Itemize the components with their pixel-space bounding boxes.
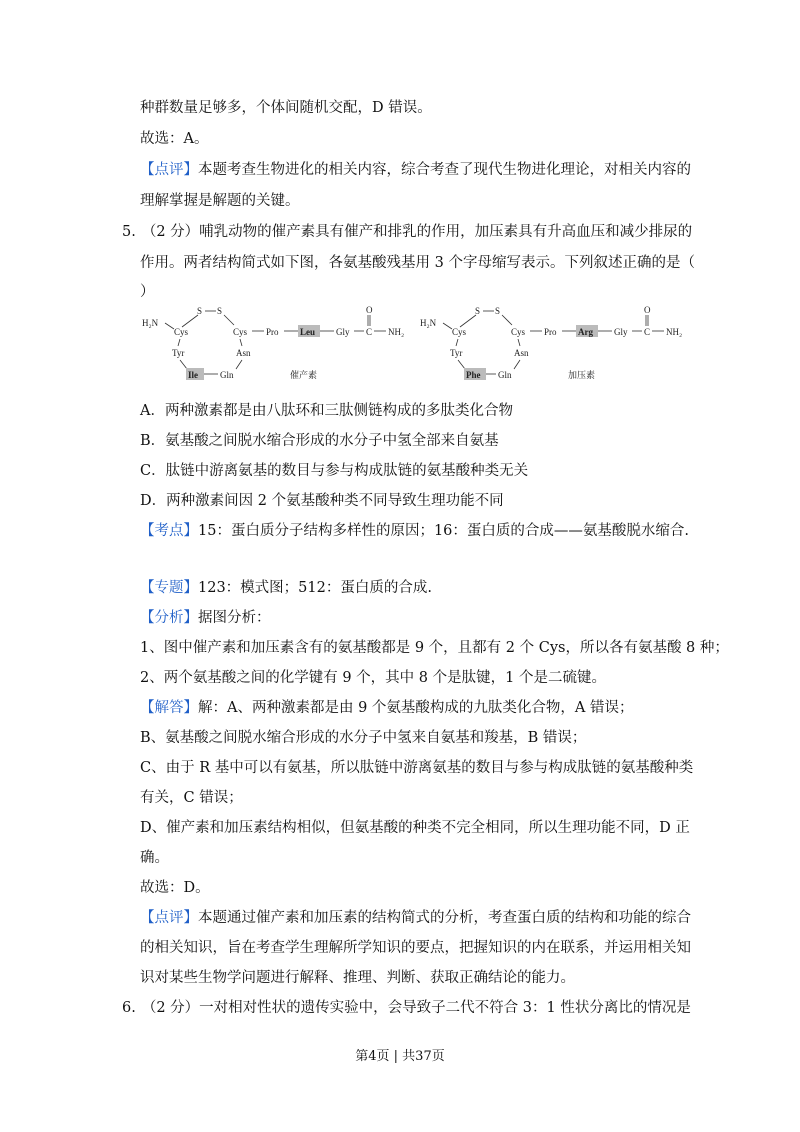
residue-label: Asn <box>236 348 251 358</box>
residue-label: Gly <box>336 327 350 337</box>
option-b: B．氨基酸之间脱水缩合形成的水分子中氢全部来自氨基 <box>140 433 499 449</box>
review-line <box>140 908 691 928</box>
residue-label: Asn <box>514 348 529 358</box>
question-5-line <box>122 222 692 242</box>
sulfur-label: S <box>197 306 203 316</box>
residue-label: Pro <box>266 327 279 337</box>
answer-line: D、催产素和加压素结构相似，但氨基酸的种类不完全相同，所以生理功能不同，D 正 <box>140 820 690 836</box>
amide-label: NH₂ <box>666 327 683 337</box>
topic-text: 123：模式图；512：蛋白质的合成. <box>198 580 432 596</box>
question-text: （2 分）一对相对性状的遗传实验中，会导致子二代不符合 3：1 性状分离比的情况是 <box>141 1000 691 1016</box>
analysis-tag: 【分析】 <box>140 610 198 626</box>
text-line: 理解掌握是解题的关键。 <box>140 193 300 209</box>
sulfur-label: S <box>217 306 223 316</box>
answer-line: 确。 <box>140 850 169 866</box>
text-line: 种群数量足够多，个体间随机交配，D 错误。 <box>140 100 432 116</box>
comment-tag: 【点评】 <box>140 162 198 178</box>
carbon-label: C <box>366 327 373 337</box>
text-line: 故选：A。 <box>140 131 209 147</box>
knowledge-point-tag: 【考点】 <box>140 523 198 539</box>
answer-line <box>140 698 634 718</box>
question-number: 6. <box>122 1000 136 1016</box>
oxytocin-structure <box>142 305 404 381</box>
option-c: C．肽链中游离氨基的数目与参与构成肽链的氨基酸种类无关 <box>140 463 529 479</box>
question-number: 5. <box>122 224 136 240</box>
amide-label: NH₂ <box>388 327 405 337</box>
topic-tag: 【专题】 <box>140 580 198 596</box>
review-line: 的相关知识，旨在考查学生理解所学知识的要点，把握知识的内在联系，并运用相关知 <box>140 940 691 956</box>
answer-line: 有关，C 错误； <box>140 790 243 806</box>
answer-text: 解：A、两种激素都是由 9 个氨基酸构成的九肽类化合物，A 错误； <box>198 700 634 716</box>
oxygen-label: O <box>366 305 373 315</box>
answer-line: B、氨基酸之间脱水缩合形成的水分子中氢来自氨基和羧基，B 错误； <box>140 730 587 746</box>
analysis-line <box>140 608 271 628</box>
text-line: ） <box>140 284 155 300</box>
carbon-label: C <box>644 327 651 337</box>
knowledge-point-text: 15：蛋白质分子结构多样性的原因；16：蛋白质的合成——氨基酸脱水缩合. <box>198 523 690 539</box>
sulfur-label: S <box>475 306 481 316</box>
comment-text: 本题考查生物进化的相关内容，综合考查了现代生物进化理论，对相关内容的 <box>198 162 691 178</box>
topic-line <box>140 578 432 598</box>
variable-residue: Arg <box>578 327 593 337</box>
hormone-name: 加压素 <box>568 371 596 381</box>
page-footer: 第4页 | 共37页 <box>355 1049 445 1064</box>
option-d: D．两种激素间因 2 个氨基酸种类不同导致生理功能不同 <box>140 493 504 509</box>
hormone-name: 催产素 <box>290 371 318 381</box>
analysis-text: 据图分析： <box>198 610 271 626</box>
residue-label: Cys <box>174 327 189 337</box>
analysis-point: 2、两个氨基酸之间的化学键有 9 个，其中 8 个是肽键，1 个是二硫键。 <box>140 670 606 686</box>
vasopressin-structure <box>420 305 682 381</box>
question-text: （2 分）哺乳动物的催产素具有催产和排乳的作用，加压素具有升高血压和减少排尿的 <box>141 224 693 240</box>
variable-residue: Phe <box>466 370 481 380</box>
review-line: 识对某些生物学问题进行解释、推理、判断、获取正确结论的能力。 <box>140 970 575 986</box>
review-tag: 【点评】 <box>140 910 198 926</box>
residue-label: Cys <box>233 327 248 337</box>
answer-tag: 【解答】 <box>140 700 198 716</box>
analysis-point: 1、图中催产素和加压素含有的氨基酸都是 9 个，且都有 2 个 Cys，所以各有氨基酸 8 种； <box>140 640 729 656</box>
residue-label: Cys <box>452 327 467 337</box>
choice-line: 故选：D。 <box>140 880 210 896</box>
question-6-line <box>122 998 691 1018</box>
review-text: 本题通过催产素和加压素的结构简式的分析，考查蛋白质的结构和功能的综合 <box>198 910 691 926</box>
knowledge-point-line <box>140 521 689 541</box>
residue-label: Tyr <box>172 348 185 358</box>
residue-label: Gly <box>614 327 628 337</box>
residue-label: Gln <box>498 370 512 380</box>
option-a: A．两种激素都是由八肽环和三肽侧链构成的多肽类化合物 <box>140 403 513 419</box>
amino-group-label: H₂N <box>142 318 159 328</box>
variable-residue: Ile <box>188 370 198 380</box>
residue-label: Cys <box>511 327 526 337</box>
text-line: 作用。两者结构简式如下图，各氨基酸残基用 3 个字母缩写表示。下列叙述正确的是（ <box>140 255 695 271</box>
oxygen-label: O <box>644 305 651 315</box>
residue-label: Pro <box>544 327 557 337</box>
answer-line: C、由于 R 基中可以有氨基，所以肽链中游离氨基的数目与参与构成肽链的氨基酸种类 <box>140 760 694 776</box>
hormone-structure-diagram <box>140 305 683 385</box>
residue-label: Tyr <box>450 348 463 358</box>
comment-line <box>140 160 691 180</box>
residue-label: Gln <box>220 370 234 380</box>
amino-group-label: H₂N <box>420 318 437 328</box>
sulfur-label: S <box>495 306 501 316</box>
variable-residue: Leu <box>300 327 316 337</box>
